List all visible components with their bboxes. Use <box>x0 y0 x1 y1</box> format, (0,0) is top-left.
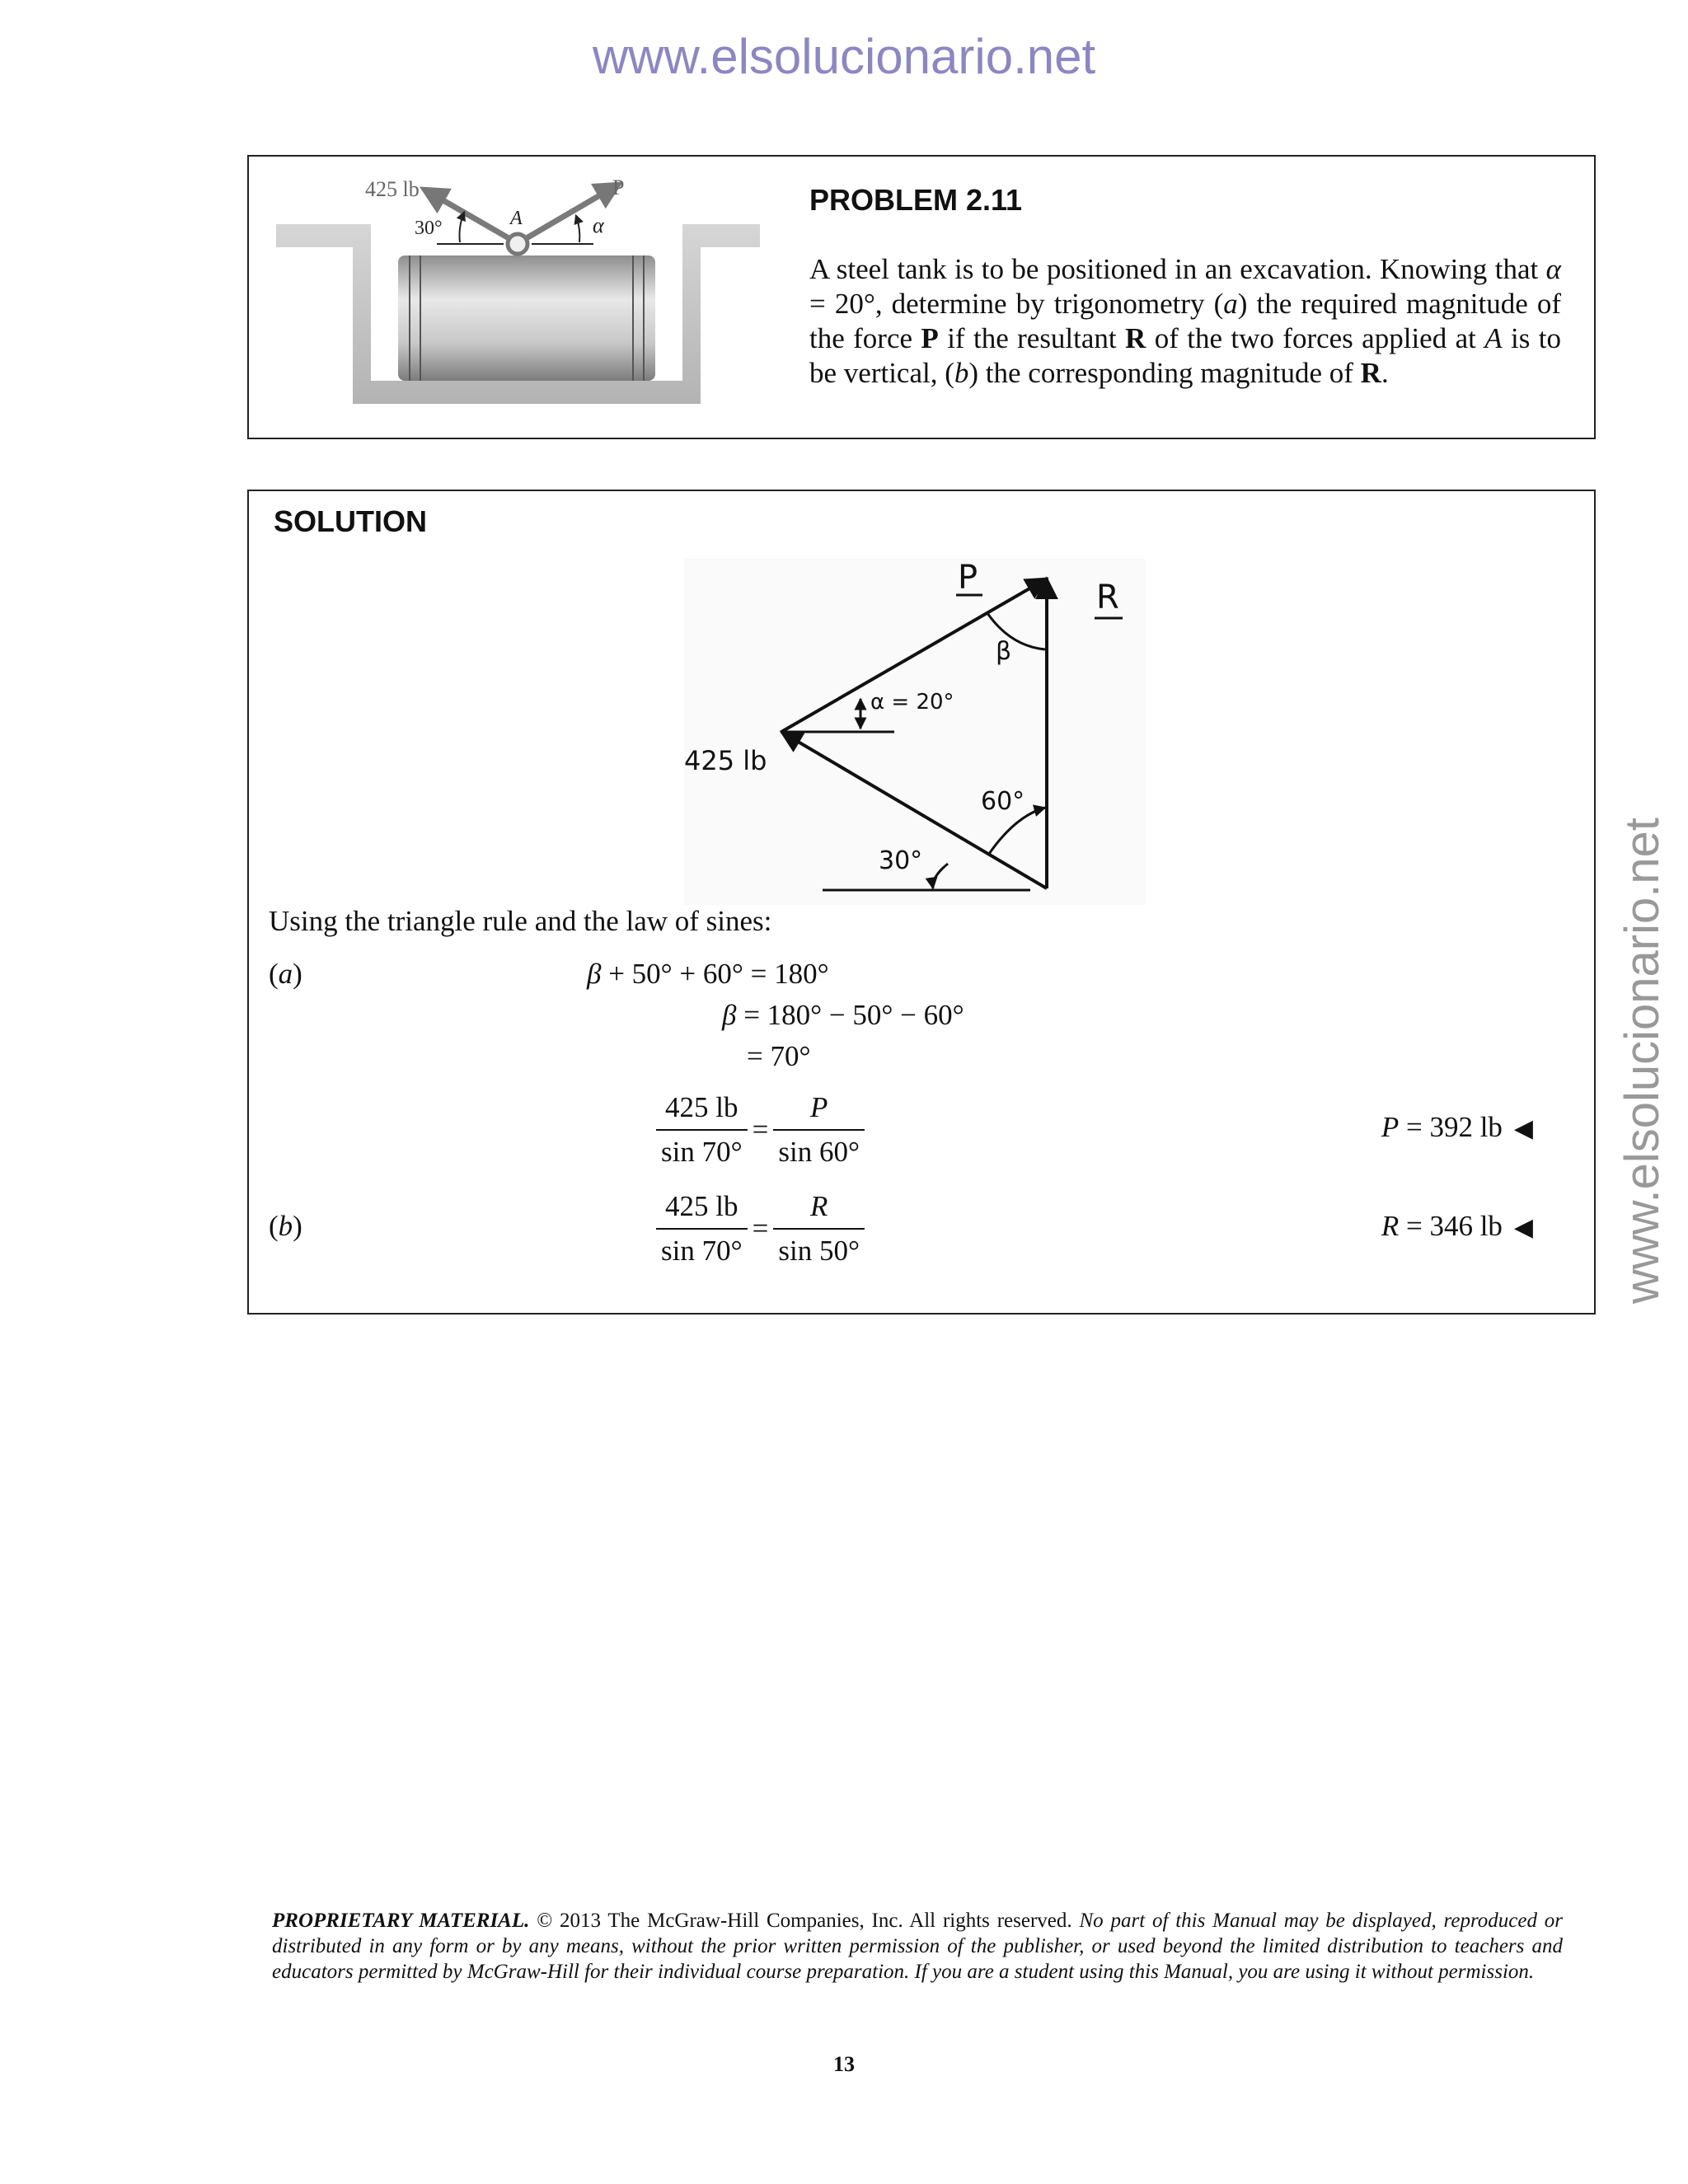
label-425-lb: 425 lb <box>365 177 420 201</box>
label-30: 30° <box>415 218 443 239</box>
label-alpha: α <box>593 213 604 237</box>
footer-notice: PROPRIETARY MATERIAL. © 2013 The McGraw-Hill Companies, Inc. All rights reserved. No part of this Manual may be displayed, reproduced or distributed in any form or by any means, without the prior written permission of the publisher, or used beyond the limited distribution to teachers and educators permitted by McGraw-Hill for their individual course preparation. If you are a student using this Manual, you are using it without permission. <box>272 1910 1564 1983</box>
problem-figure <box>268 165 779 412</box>
diagram-label-30: 30° <box>879 846 923 875</box>
solution-title: SOLUTION <box>274 504 427 538</box>
watermark-top: www.elsolucionario.net <box>592 29 1096 84</box>
solution-intro: Using the triangle rule and the law of sines: <box>269 905 772 937</box>
page-number: 13 <box>833 2052 855 2076</box>
equation-a1: β + 50° + 60° = 180° <box>587 958 829 990</box>
law-of-sines-b: $\frac{425 lb}{\sin 70^\circ}$ = $\frac{R}{\sin 50^\circ}$ <box>656 1190 865 1268</box>
problem-statement: A steel tank is to be positioned in an excavation. Knowing that α = 20°, determine by trigonometry (a) the required magnitude of the force P if the resultant R of the two forces applied at A is to be vertical, (b) the corresponding magnitude of R. <box>809 253 1561 389</box>
diagram-label-r: R <box>1096 579 1119 616</box>
tank-body <box>398 255 655 381</box>
label-a: A <box>510 208 523 229</box>
diagram-label-alpha: α = 20° <box>870 690 954 715</box>
answer-r: R = 346 lb ◀ <box>1381 1210 1533 1242</box>
part-a-label: (a) <box>269 958 302 990</box>
diagram-label-60: 60° <box>981 787 1025 816</box>
diagram-label-beta: β <box>996 637 1012 666</box>
diagram-label-p: P <box>958 559 978 597</box>
answer-p: P = 392 lb ◀ <box>1381 1111 1533 1143</box>
equation-a2: β = 180° − 50° − 60° <box>722 999 964 1031</box>
equation-a3: = 70° <box>747 1040 811 1072</box>
force-triangle-diagram <box>684 559 1146 905</box>
force-p-arrow <box>525 185 618 239</box>
part-b-label: (b) <box>269 1210 302 1242</box>
watermark-side: www.elsolucionario.net <box>1615 818 1669 1304</box>
law-of-sines-a: $\frac{425 lb}{\sin 70^\circ}$ = $\frac{P}{\sin 60^\circ}$ <box>656 1091 865 1169</box>
problem-title: PROBLEM 2.11 <box>809 183 1023 217</box>
label-p: P <box>612 176 625 199</box>
diagram-label-force: 425 lb <box>684 745 767 776</box>
